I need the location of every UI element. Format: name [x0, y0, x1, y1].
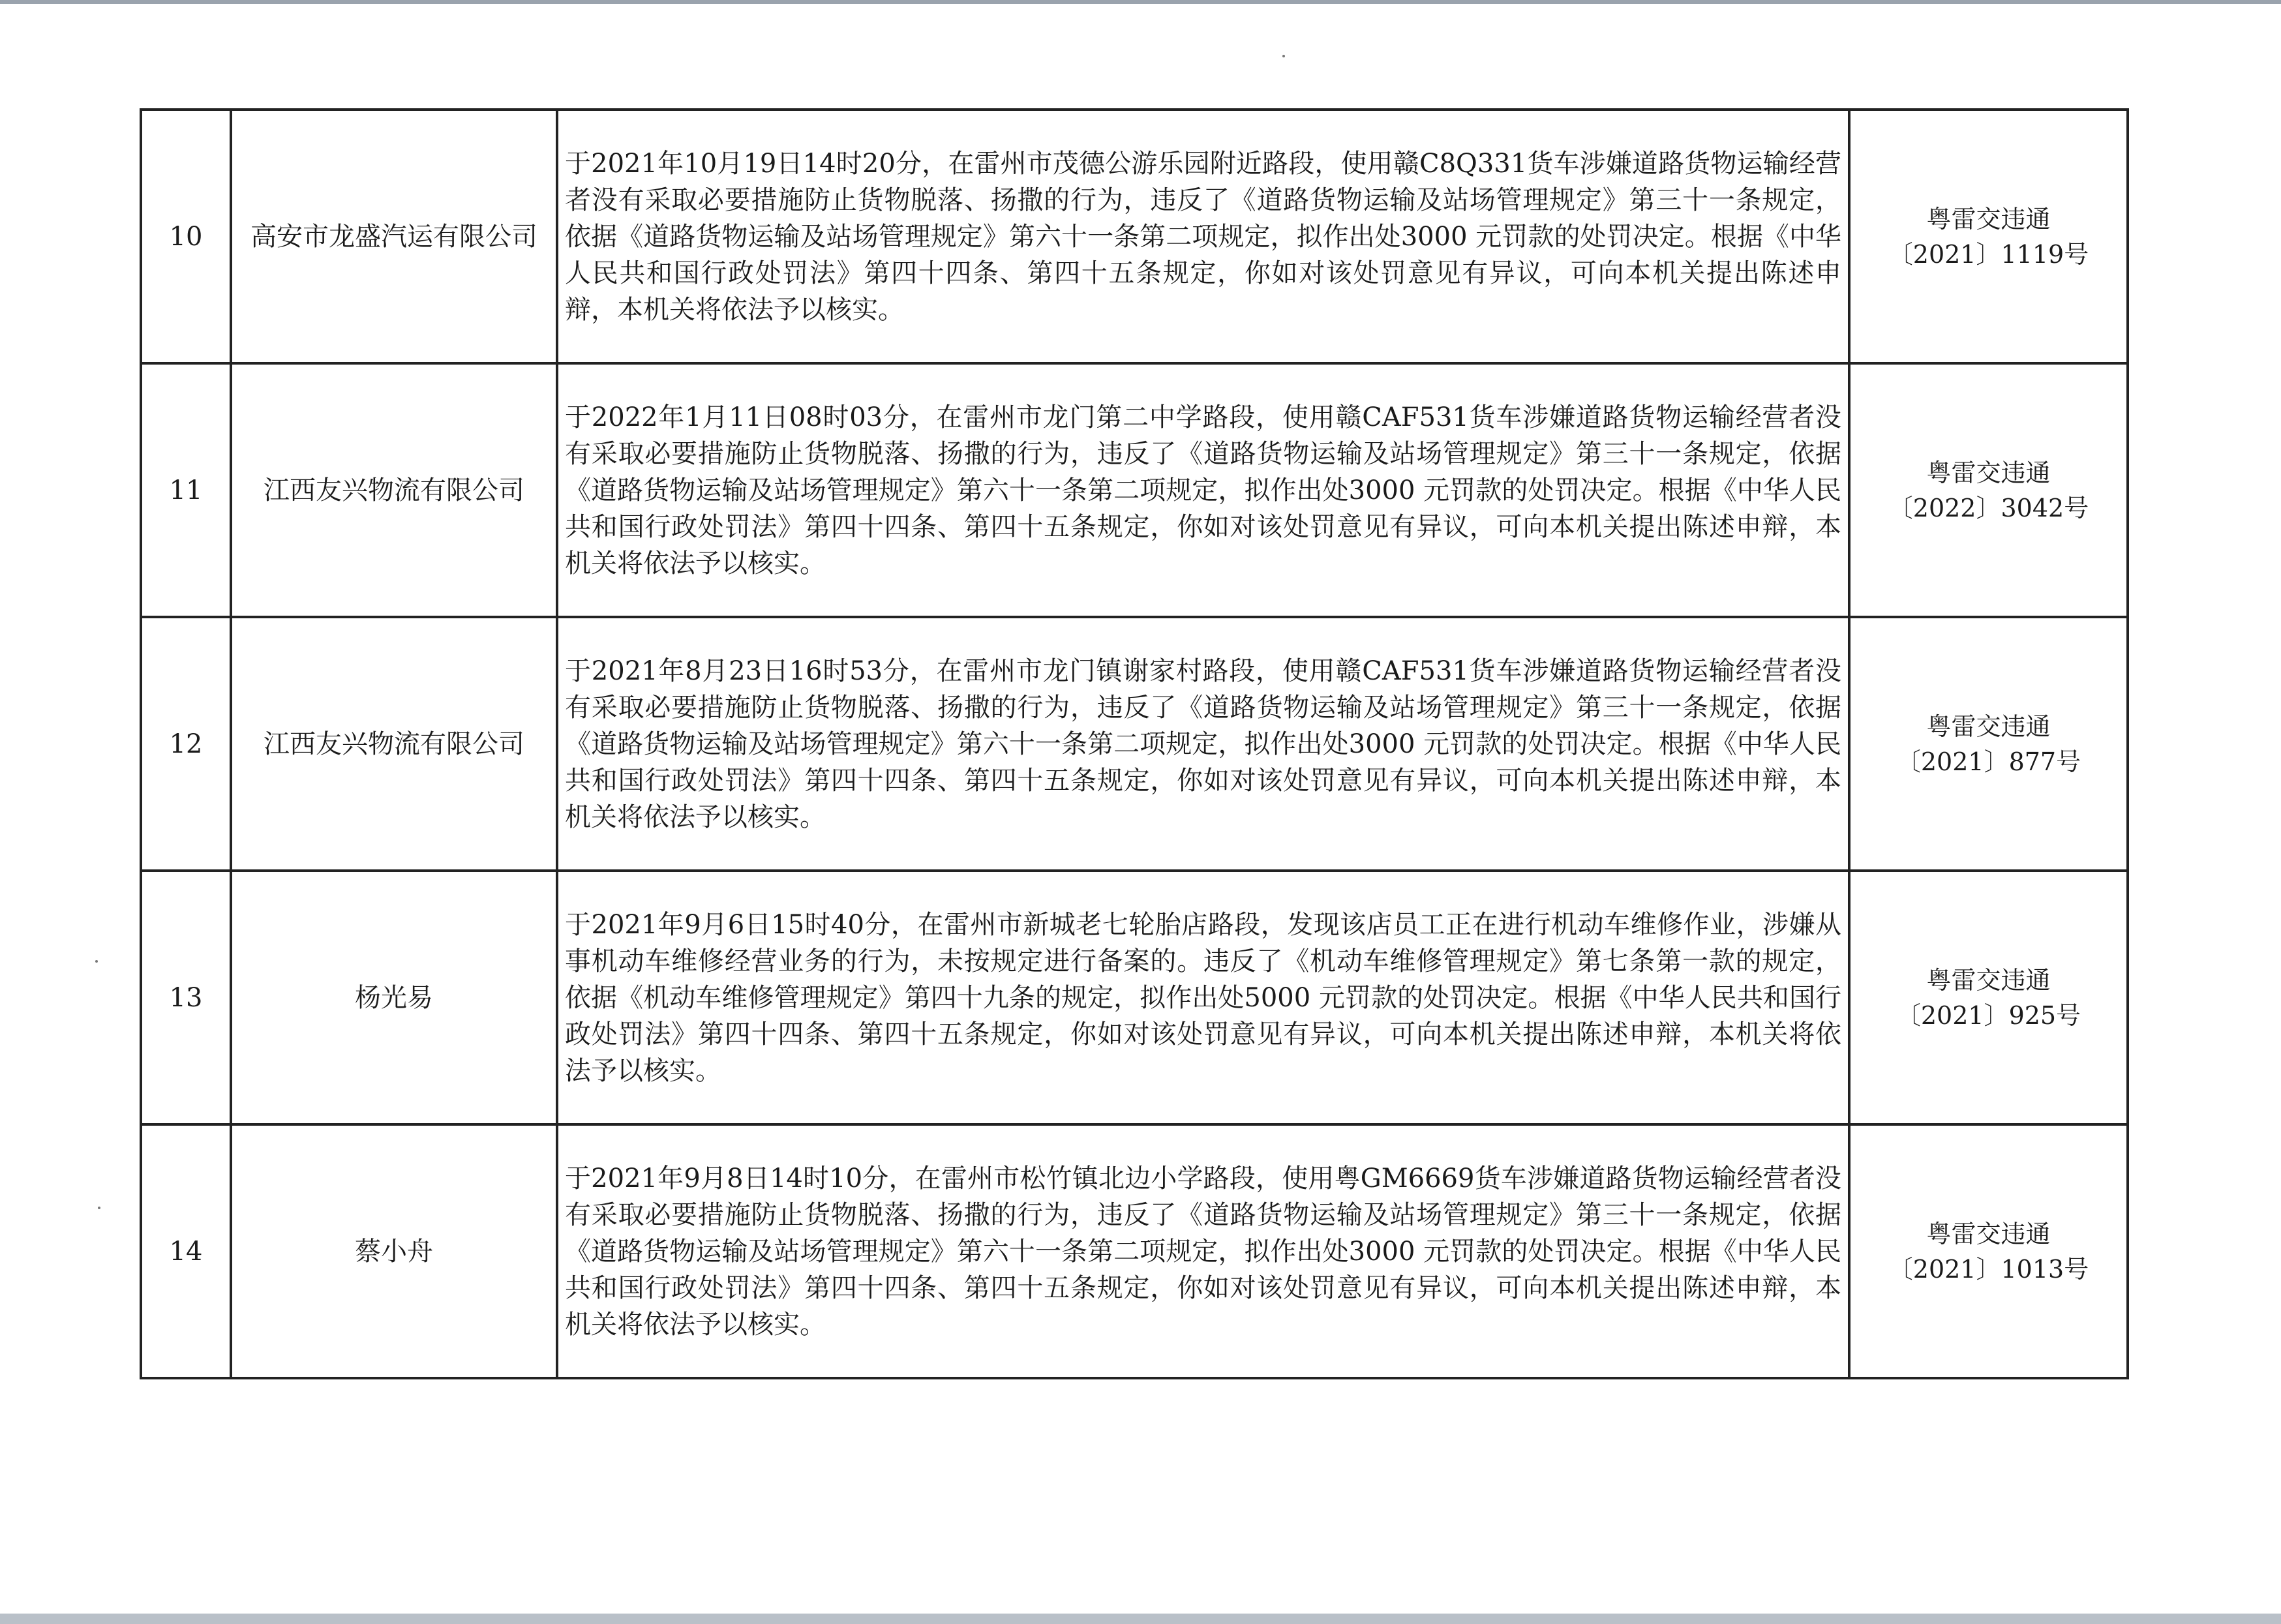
- document-serial: 〔2021〕877号: [1896, 747, 2081, 776]
- table-row: [141, 363, 2128, 617]
- party-name: 江西友兴物流有限公司: [231, 363, 557, 617]
- document-number: [1849, 871, 2128, 1124]
- violation-description: 于2021年9月8日14时10分，在雷州市松竹镇北边小学路段，使用粤GM6669货车涉嫌道路货物运输经营者没有采取必要措施防止货物脱落、扬撒的行为，违反了《道路货物运输及站场管理规定》第三十一条规定，依据《道路货物运输及站场管理规定》第六十一条第二项规定，拟作出处3000 元罚款的处罚决定。根据《中华人民共和国行政处罚法》第四十四条、第四十五条规定，你如对该处罚意见有异议，可向本机关提出陈述申辩，本机关将依法予以核实。: [557, 1124, 1849, 1378]
- document-serial: 〔2021〕1013号: [1888, 1254, 2089, 1284]
- record-number: 10: [141, 110, 231, 363]
- violation-description: 于2021年9月6日15时40分，在雷州市新城老七轮胎店路段，发现该店员工正在进行机动车维修作业，涉嫌从事机动车维修经营业务的行为，未按规定进行备案的。违反了《机动车维修管理规定》第七条第一款的规定，依据《机动车维修管理规定》第四十九条的规定，拟作出处5000 元罚款的处罚决定。根据《中华人民共和国行政处罚法》第四十四条、第四十五条规定，你如对该处罚意见有异议，可向本机关提出陈述申辩，本机关将依法予以核实。: [557, 871, 1849, 1124]
- record-number: 11: [141, 363, 231, 617]
- table-row: [141, 1124, 2128, 1378]
- document-prefix: 粤雷交违通: [1926, 1219, 2051, 1248]
- table-row: [141, 871, 2128, 1124]
- penalty-notice-table: [140, 108, 2129, 1379]
- scan-speck: [95, 960, 98, 963]
- document-number: [1849, 617, 2128, 871]
- party-name: 江西友兴物流有限公司: [231, 617, 557, 871]
- record-number: 13: [141, 871, 231, 1124]
- violation-description: 于2021年8月23日16时53分，在雷州市龙门镇谢家村路段，使用赣CAF531货车涉嫌道路货物运输经营者没有采取必要措施防止货物脱落、扬撒的行为，违反了《道路货物运输及站场管理规定》第三十一条规定，依据《道路货物运输及站场管理规定》第六十一条第二项规定，拟作出处3000 元罚款的处罚决定。根据《中华人民共和国行政处罚法》第四十四条、第四十五条规定，你如对该处罚意见有异议，可向本机关提出陈述申辩，本机关将依法予以核实。: [557, 617, 1849, 871]
- party-name: 高安市龙盛汽运有限公司: [231, 110, 557, 363]
- scan-edge-top: [0, 0, 2281, 4]
- scan-speck: [1282, 55, 1285, 57]
- table-row: [141, 617, 2128, 871]
- document-prefix: 粤雷交违通: [1926, 458, 2051, 487]
- document-number: [1849, 363, 2128, 617]
- violation-description: 于2022年1月11日08时03分，在雷州市龙门第二中学路段，使用赣CAF531货车涉嫌道路货物运输经营者没有采取必要措施防止货物脱落、扬撒的行为，违反了《道路货物运输及站场管理规定》第三十一条规定，依据《道路货物运输及站场管理规定》第六十一条第二项规定，拟作出处3000 元罚款的处罚决定。根据《中华人民共和国行政处罚法》第四十四条、第四十五条规定，你如对该处罚意见有异议，可向本机关提出陈述申辩，本机关将依法予以核实。: [557, 363, 1849, 617]
- document-serial: 〔2021〕1119号: [1888, 239, 2089, 269]
- document-serial: 〔2022〕3042号: [1888, 493, 2089, 522]
- violation-description: 于2021年10月19日14时20分，在雷州市茂德公游乐园附近路段，使用赣C8Q331货车涉嫌道路货物运输经营者没有采取必要措施防止货物脱落、扬撒的行为，违反了《道路货物运输及站场管理规定》第三十一条规定，依据《道路货物运输及站场管理规定》第六十一条第二项规定，拟作出处3000 元罚款的处罚决定。根据《中华人民共和国行政处罚法》第四十四条、第四十五条规定，你如对该处罚意见有异议，可向本机关提出陈述申辩，本机关将依法予以核实。: [557, 110, 1849, 363]
- party-name: 杨光易: [231, 871, 557, 1124]
- document-serial: 〔2021〕925号: [1896, 1000, 2081, 1030]
- record-number: 12: [141, 617, 231, 871]
- document-prefix: 粤雷交违通: [1926, 712, 2051, 741]
- table-row: [141, 110, 2128, 363]
- party-name: 蔡小舟: [231, 1124, 557, 1378]
- document-number: [1849, 110, 2128, 363]
- document-prefix: 粤雷交违通: [1926, 965, 2051, 995]
- document-prefix: 粤雷交违通: [1926, 204, 2051, 233]
- document-number: [1849, 1124, 2128, 1378]
- record-number: 14: [141, 1124, 231, 1378]
- scan-speck: [98, 1207, 100, 1209]
- scan-edge-bottom: [0, 1614, 2281, 1624]
